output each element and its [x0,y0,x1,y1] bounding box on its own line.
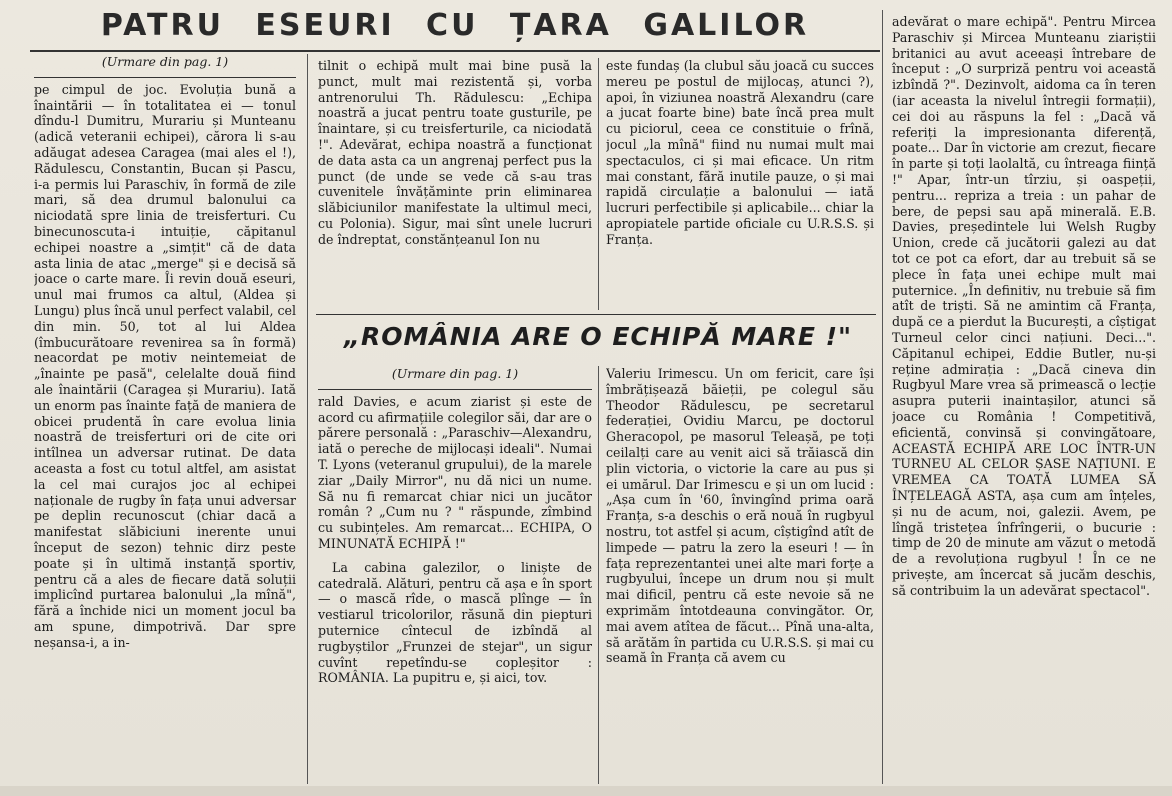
article2-continued-wrap [318,366,592,390]
article1-column-1 [34,54,296,784]
article2-col2b-text: La cabina galezilor, o liniște de catedrală. Alături, pentru că așa e în sport — o mască rîde, o mască plînge — în vestiarul tricolorilor, răsună din piepturi puternice cîntecul de izbîndă al rugbyștilor „Frunzei de stejar", un sigur cuvînt repetîndu-se copleșitor : ROMÂNIA. La pupitru e, și aici, tov. [318,559,592,686]
article1-continued-from: (Urmare din pag. 1) [101,54,229,69]
article2-col3-text: Valeriu Irimescu. Un om fericit, care își îmbrățișează băieții, pe colegul său Theodor Rădulescu, pe secretarul federației, Ovidiu Marcu, pe doctorul Gheracopol, pe masorul Teleașă, pe toți ceilalți care au venit aici să trăiască din plin victoria, o victorie la care au pus și ei umărul. Dar Irimescu e și un om lucid : „Așa cum în '60, învingînd prima oară Franța, s-a deschis o eră nouă în rugbyul nostru, tot astfel și acum, cîștigînd atît de limpede — patru la zero la eseuri ! — în fața reprezentantei unei alte mari forțe a rugbyului, începe un drum nou și mult mai dificil, pentru că este nevoie să ne exprimăm întotdeauna convingător. Or, mai avem atîtea de făcut... Pînă una-alta, să arătăm în partida cu U.R.S.S. și mai cu seamă în Franța că avem cu [606,366,874,666]
article2-column-2 [606,366,874,784]
article1-col1-text: pe cimpul de joc. Evoluția bună a înaintării — în totalitatea ei — tonul dîndu-l Dumitru, Murariu și Munteanu (adică veteranii echipei), cărora li s-au adăugat adesea Caragea (mai ales el !), Rădulescu, Constantin, Bucan și Pascu, i-a permis lui Paraschiv, în formă de zile mari, să dea drumul balonului ca niciodată spre linia de treisferturi. Cu binecunoscuta-i intuiție, căpitanul echipei noastre a „simțit" că de data asta linia de atac „merge" și e decisă să joace o carte mare. Îi revin două eseuri, unul mai frumos ca altul, (Aldea și Lungu) plus încă unul perfect valabil, cel din min. 50, tot al lui Aldea (îmbucurătoare revenirea sa în formă) neacordat pe motiv neintemeiat de „înainte pe pasă", celelalte două fiind ale înaintării (Caragea și Murariu). Iată un enorm pas înainte față de maniera de obicei prudentă în care evolua linia noastră de treisferturi ori de cite ori intîlnea un adversar rutinat. De data aceasta a fost cu totul altfel, am asistat la cel mai curajos joc al echipei naționale de rugby în fața unui adversar pe deplin recunoscut (chiar dacă a manifestat slăbiciuni inerente unui început de sezon) tehnic dirz peste poate și în ultimă instanță sportiv, pentru că a ales de fiecare dată soluții implicînd purtarea balonului „la mînă", fără a închide nici un moment jocul ba am spune, dimpotrivă. Dar spre neșansa-i, a in- [34,81,296,650]
article1-col2-text: tilnit o echipă mult mai bine pusă la punct, mult mai rezistentă și, vorba antrenorului Th. Rădulescu: „Echipa noastră a jucat pentru toate gusturile, pe înaintare, și cu treisferturile, ca niciodată !". Adevărat, echipa noastră a funcționat de data asta ca un angrenaj perfect pus la punct (de unde se vede că s-au tras cuvenitele învățăminte prin eliminarea slăbiciunilor manifestate la ultimul meci, cu Polonia). Sigur, mai sînt unele lucruri de îndreptat, constănțeanul Ion nu [318,58,592,247]
column-divider-3 [882,10,883,784]
article1-headline: PATRU ESEURI CU ȚARA GALILOR [100,8,810,43]
page-bottom-edge [0,786,1172,796]
article2-column-3 [892,14,1156,786]
article2-headline: „ROMÂNIA ARE O ECHIPĂ MARE !" [343,322,853,351]
article1-col3-text: este fundaș (la clubul său joacă cu succes mereu pe postul de mijlocaș, atunci ?), apoi, în viziunea noastră Alexandru (care a jucat foarte bine) bate încă prea mult cu piciorul, ceea ce constituie o frînă, jocul „la mînă" fiind nu numai mult mai spectaculos, ci și mai eficace. Un ritm mai constant, fără inutile pauze, o și mai rapidă circulație a balonului — iată lucruri perfectibile și aplicabile... chiar la apropiatele partide oficiale cu U.R.S.S. și Franța. [606,58,874,247]
column-divider-1 [307,54,308,784]
article2-column-1 [318,366,592,784]
article2-col4-text: adevărat o mare echipă". Pentru Mircea Paraschiv și Mircea Munteanu ziariștii britanici au avut aceeași întrebare de început : „O surpriză pentru voi această izbîndă ?". Dezinvolt, aidoma ca în teren (iar aceasta la nivelul întregii formații), cei doi au răspuns la fel : „Dacă vă referiți la impresionanta diferență, poate... Dar în victorie am crezut, fiecare în parte și toți laolaltă, cu întreaga ființă !" Apar, într-un tîrziu, și oaspeții, pentru... repriza a treia : un pahar de bere, de pepsi sau apă minerală. E.B. Davies, președintele lui Welsh Rugby Union, crede că jucătorii galezi au dat tot ce pot ca efort, dar au trebuit să se plece în fața unei echipe mult mai puternice. „În definitiv, nu trebuie să fim atît de triști. Să ne amintim că Franța, după ce a pierdut la București, a cîștigat Turneul celor cinci națiuni. Deci...". Căpitanul echipei, Eddie Butler, nu-și reține admirația : „Dacă cineva din Rugbyul Mare vrea să primească o lecție asupra puterii inaintașilor, atunci să joace cu România ! Competitivă, eficientă, convinsă și convingătoare, ACEASTĂ ECHIPĂ ARE LOC ÎNTR-UN TURNEU AL CELOR ȘASE NAȚIUNI. E VREMEA CA TOATĂ LUMEA SĂ ÎNȚELEAGĂ ASTA, așa cum am înțeles, și nu de acum, noi, galezii. Avem, pe lîngă tristețea înfrîngerii, o bucurie : timp de 20 de minute am văzut o metodă de a revoluționa rugbyul ! În ce ne privește, am încercat să jucăm deschis, să contribuim la un adevărat spectacol". [892,14,1156,598]
headline2-top-rule [316,314,876,315]
article1-column-2 [318,58,592,310]
column-divider-4 [598,366,599,784]
headline-rule [30,50,880,52]
article2-col2a-text: rald Davies, e acum ziarist și este de acord cu afirmațiile colegilor săi, dar are o părere personală : „Paraschiv—Alexandru, iată o pereche de mijlocași ideali". Numai T. Lyons (veteranul grupului), de la marele ziar „Daily Mirror", nu dă nici un nume. Să nu fi remarcat chiar nici un jucător român ? „Cum nu ? " răspunde, zîmbind cu subințeles. Am remarcat... ECHIPA, O MINUNATĂ ECHIPĂ !" [318,393,592,551]
article1-column-3 [606,58,874,310]
column-divider-2 [598,58,599,310]
article2-continued-from: (Urmare din pag. 1) [391,366,519,381]
continued-note-wrap [34,54,296,78]
